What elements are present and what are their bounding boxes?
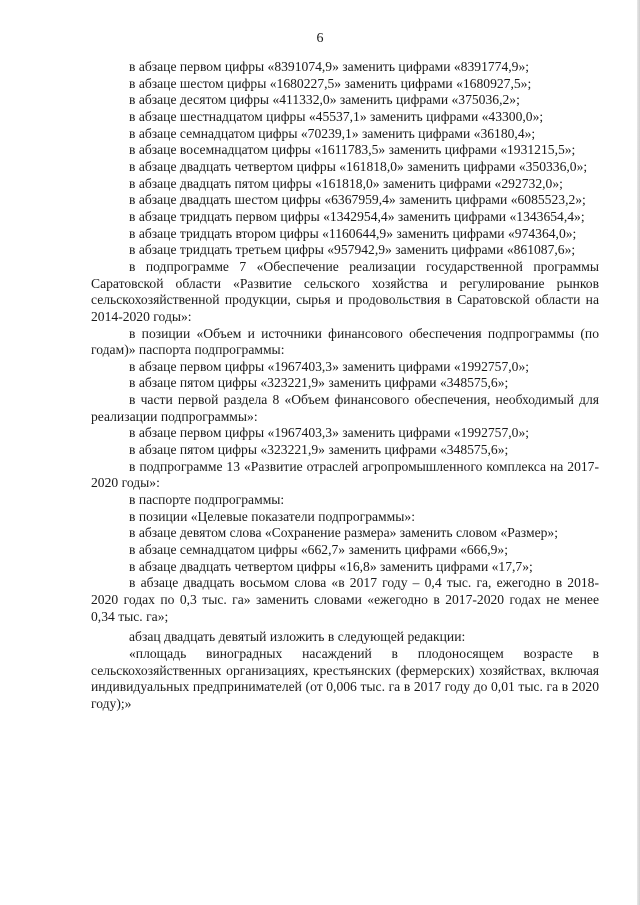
paragraph: абзац двадцать девятый изложить в следующей редакции: bbox=[129, 629, 466, 645]
paragraph: в подпрограмме 13 «Развитие отраслей агропромышленного комплекса на 2017-2020 годы»: bbox=[91, 458, 599, 491]
paragraph: в абзаце пятом цифры «323221,9» заменить цифрами «348575,6»; bbox=[129, 442, 509, 458]
paragraph: в позиции «Целевые показатели подпрограммы»: bbox=[129, 508, 415, 524]
paragraph: в абзаце двадцать шестом цифры «6367959,4» заменить цифрами «6085523,2»; bbox=[129, 192, 586, 208]
paragraph: в абзаце первом цифры «1967403,3» заменить цифрами «1992757,0»; bbox=[129, 425, 530, 441]
paragraph: в абзаце двадцать четвертом цифры «161818,0» заменить цифрами «350336,0»; bbox=[129, 158, 588, 174]
paragraph: «площадь виноградных насаждений в плодоносящем возрасте в сельскохозяйственных организациях, крестьянских (фермерских) хозяйствах, включая индивидуальных предпринимателей (от 0,006 тыс. га в 2017 году до 0,01 тыс. га в 2020 году);» bbox=[91, 645, 599, 711]
paragraph: в абзаце семнадцатом цифры «662,7» заменить цифрами «666,9»; bbox=[129, 542, 509, 558]
paragraph: в абзаце восемнадцатом цифры «1611783,5» заменить цифрами «1931215,5»; bbox=[129, 142, 576, 158]
paragraph: в подпрограмме 7 «Обеспечение реализации государственной программы Саратовской области «Развитие сельского хозяйства и регулирование рынков сельскохозяйственной продукции, сырья и продовольствия в Саратовской области на 2014-2020 годы»: bbox=[91, 258, 599, 324]
paragraph: в абзаце двадцать восьмом слова «в 2017 году – 0,4 тыс. га, ежегодно в 2018-2020 годах по 0,3 тыс. га» заменить словами «ежегодно в 2017-2020 годах не менее 0,34 тыс. га»; bbox=[91, 575, 599, 624]
paragraph: в абзаце девятом слова «Сохранение размера» заменить словом «Размер»; bbox=[129, 525, 558, 541]
document-body bbox=[91, 59, 599, 713]
paragraph: в абзаце десятом цифры «411332,0» заменить цифрами «375036,2»; bbox=[129, 92, 520, 108]
paragraph: в абзаце тридцать втором цифры «1160644,9» заменить цифрами «974364,0»; bbox=[129, 225, 577, 241]
page-number: 6 bbox=[316, 31, 324, 46]
paragraph: в абзаце пятом цифры «323221,9» заменить цифрами «348575,6»; bbox=[129, 375, 509, 391]
paragraph: в абзаце двадцать пятом цифры «161818,0» заменить цифрами «292732,0»; bbox=[129, 175, 563, 191]
paragraph: в абзаце тридцать третьем цифры «957942,9» заменить цифрами «861087,6»; bbox=[129, 242, 576, 258]
paragraph: в паспорте подпрограммы: bbox=[129, 492, 285, 508]
paragraph: в абзаце семнадцатом цифры «70239,1» заменить цифрами «36180,4»; bbox=[129, 125, 536, 141]
paragraph: в части первой раздела 8 «Объем финансового обеспечения, необходимый для реализации подпрограммы»: bbox=[91, 392, 599, 424]
paragraph: в абзаце шестнадцатом цифры «45537,1» заменить цифрами «43300,0»; bbox=[129, 108, 544, 124]
paragraph: в абзаце двадцать четвертом цифры «16,8» заменить цифрами «17,7»; bbox=[129, 558, 533, 574]
paragraph: в абзаце шестом цифры «1680227,5» заменить цифрами «1680927,5»; bbox=[129, 75, 532, 91]
paragraph: в абзаце тридцать первом цифры «1342954,4» заменить цифрами «1343654,4»; bbox=[129, 208, 585, 224]
paragraph: в позиции «Объем и источники финансового обеспечения подпрограммы (по годам)» паспорта подпрограммы: bbox=[91, 325, 599, 358]
paragraph: в абзаце первом цифры «8391074,9» заменить цифрами «8391774,9»; bbox=[129, 59, 530, 74]
paragraph: в абзаце первом цифры «1967403,3» заменить цифрами «1992757,0»; bbox=[129, 358, 530, 374]
